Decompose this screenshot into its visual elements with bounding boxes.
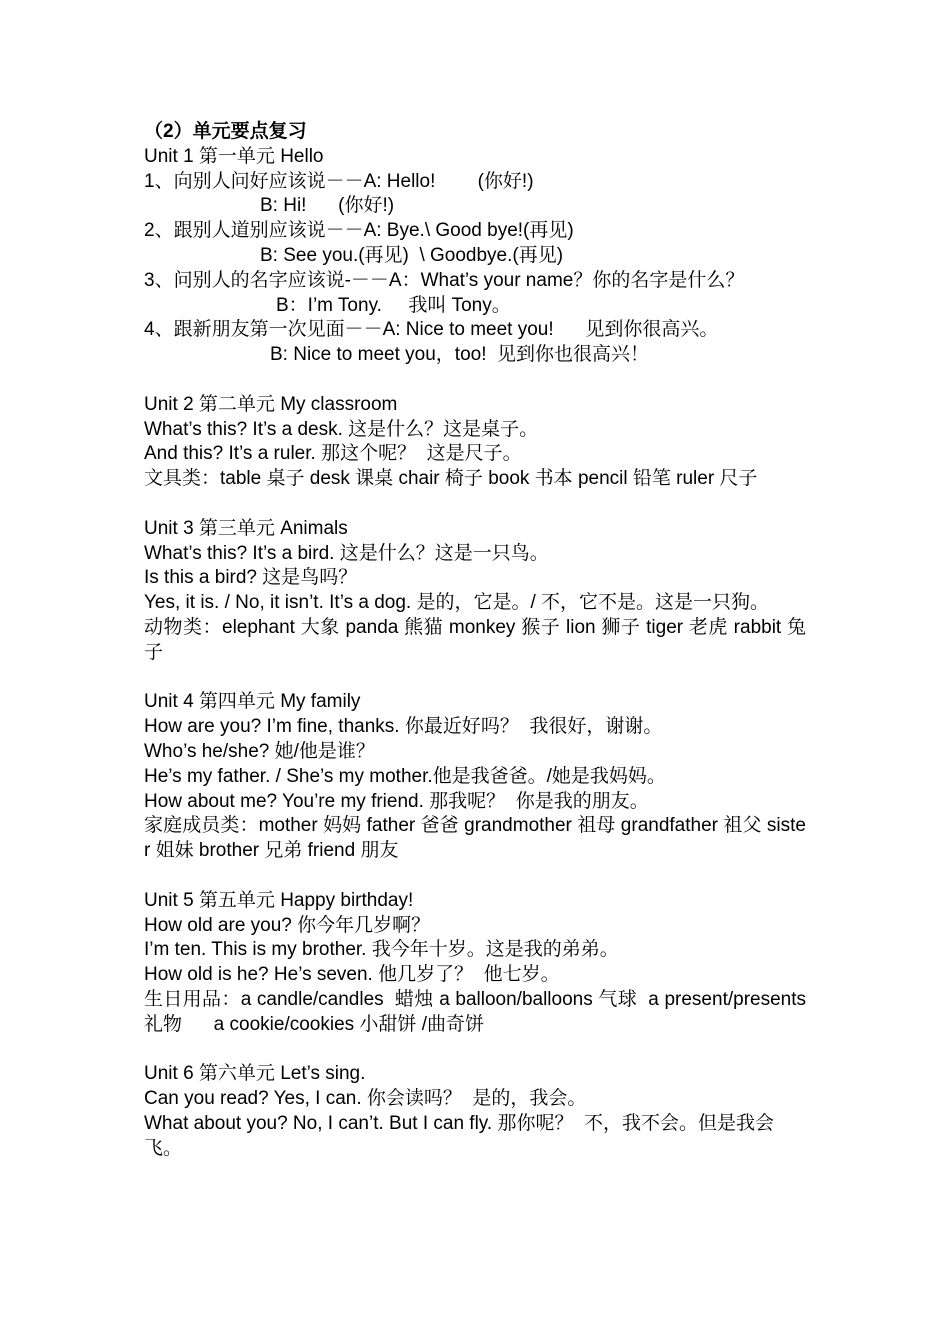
unit-3-line-1: What’s this? It’s a bird. 这是什么？这是一只鸟。 — [144, 542, 549, 564]
unit-4-line-2: Who’s he/she? 她/他是谁？ — [144, 740, 375, 762]
unit-4-heading: Unit 4 第四单元 My family — [144, 691, 361, 713]
unit-2-heading: Unit 2 第二单元 My classroom — [144, 393, 398, 415]
unit-3-section — [144, 517, 806, 666]
unit-5-vocab: 生日用品：a candle/candles 蜡烛 a balloon/balloons 气球 a present/presents 礼物 a cookie/cookies 小甜饼 /曲奇饼 — [144, 988, 812, 1035]
section-title: （2）单元要点复习 — [144, 121, 307, 142]
unit-4-line-1: How are you? I’m fine, thanks. 你最近好吗？ 我很好，谢谢。 — [144, 716, 663, 738]
unit-1-line-3: 2、跟别人道别应该说－－A: Bye.\ Good bye!(再见) — [144, 220, 574, 242]
unit-5-heading: Unit 5 第五单元 Happy birthday! — [144, 889, 414, 911]
unit-1-heading: Unit 1 第一单元 Hello — [144, 145, 324, 167]
unit-3-line-2: Is this a bird? 这是鸟吗？ — [144, 567, 358, 589]
unit-1-line-6: B：I’m Tony. 我叫 Tony。 — [276, 294, 511, 316]
unit-4-section — [144, 690, 806, 864]
unit-6-section — [144, 1062, 806, 1161]
unit-1-line-4: B: See you.(再见) \ Goodbye.(再见) — [260, 244, 564, 266]
spacer — [144, 1037, 806, 1062]
spacer — [144, 864, 806, 889]
unit-4-vocab: 家庭成员类：mother 妈妈 father 爸爸 grandmother 祖母 grandfather 祖父 sister 姐妹 brother 兄弟 friend 朋友 — [144, 815, 806, 862]
unit-5-line-1: How old are you? 你今年几岁啊？ — [144, 914, 431, 936]
unit-5-line-3: How old is he? He’s seven. 他几岁了？ 他七岁。 — [144, 964, 560, 986]
unit-2-line-1: What’s this? It’s a desk. 这是什么？这是桌子。 — [144, 418, 539, 440]
unit-3-heading: Unit 3 第三单元 Animals — [144, 517, 348, 539]
document-page — [144, 120, 812, 1161]
unit-1-line-5: 3、问别人的名字应该说-－－A：What’s your name？你的名字是什么？ — [144, 269, 745, 291]
unit-1-line-8: B: Nice to meet you，too! 见到你也很高兴！ — [270, 344, 650, 366]
unit-3-vocab: 动物类：elephant 大象 panda 熊猫 monkey 猴子 lion 狮子 tiger 老虎 rabbit 兔子 — [144, 616, 806, 663]
unit-2-line-2: And this? It’s a ruler. 那这个呢？ 这是尺子。 — [144, 443, 522, 465]
unit-3-line-3: Yes, it is. / No, it isn’t. It’s a dog. 是的，它是。/ 不，它不是。这是一只狗。 — [144, 592, 770, 614]
unit-2-vocab: 文具类：table 桌子 desk 课桌 chair 椅子 book 书本 pencil 铅笔 ruler 尺子 — [144, 468, 758, 490]
unit-5-section — [144, 889, 812, 1038]
unit-1-line-1: 1、向别人问好应该说－－A: Hello! (你好!) — [144, 170, 534, 192]
spacer — [144, 492, 806, 517]
spacer — [144, 368, 806, 393]
unit-1-section — [144, 145, 806, 368]
unit-4-line-3: He’s my father. / She’s my mother.他是我爸爸。/她是我妈妈。 — [144, 765, 666, 787]
unit-4-line-4: How about me? You’re my friend. 那我呢？ 你是我的朋友。 — [144, 790, 649, 812]
unit-1-line-7: 4、跟新朋友第一次见面－－A: Nice to meet you! 见到你很高兴。 — [144, 319, 719, 341]
unit-6-line-1: Can you read? Yes, I can. 你会读吗？ 是的，我会。 — [144, 1088, 587, 1110]
unit-5-line-2: I’m ten. This is my brother. 我今年十岁。这是我的弟弟。 — [144, 939, 619, 961]
unit-1-line-2: B: Hi! (你好!) — [260, 195, 395, 217]
unit-6-line-2: What about you? No, I can’t. But I can fly. 那你呢？ 不，我不会。但是我会飞。 — [144, 1112, 774, 1159]
unit-6-heading: Unit 6 第六单元 Let’s sing. — [144, 1063, 366, 1085]
unit-2-section — [144, 393, 806, 492]
spacer — [144, 666, 806, 691]
